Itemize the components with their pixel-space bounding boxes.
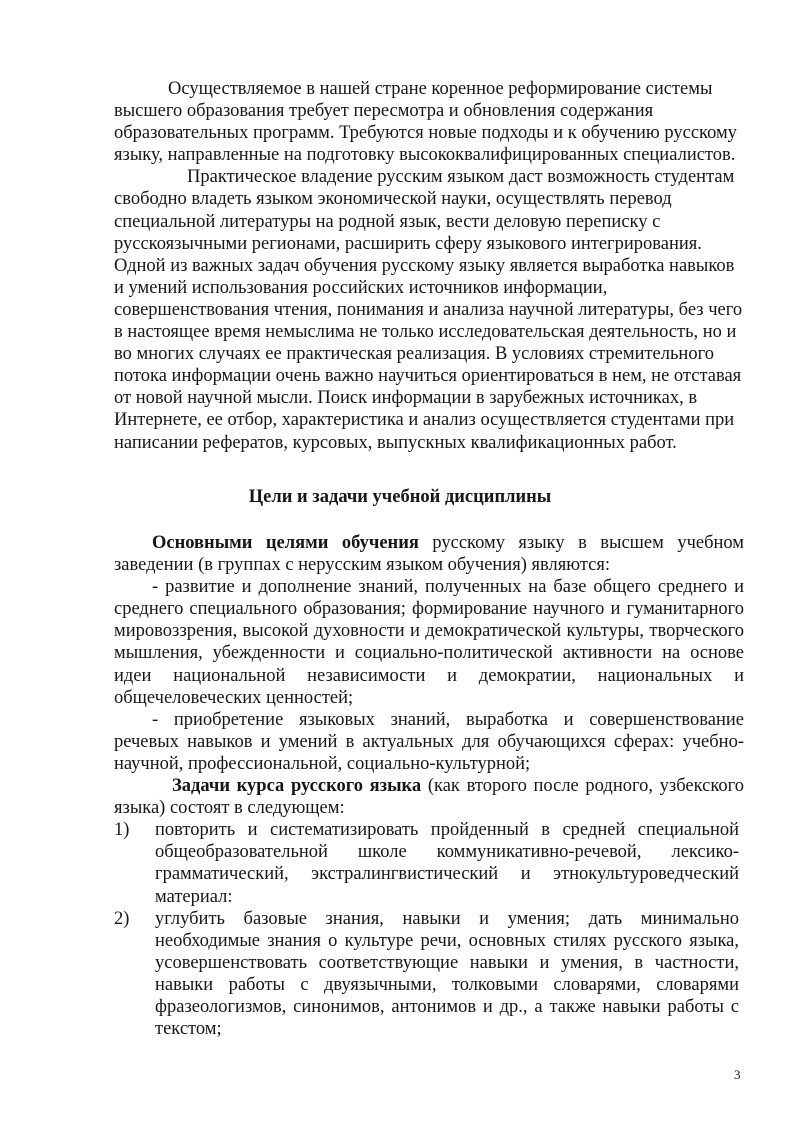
goals-item-2: - приобретение языковых знаний, выработка и совершенствование речевых навыков и умений в актуальных для обучающихся сферах: учебно-научной, профессиональной, социально-культурной; bbox=[114, 709, 744, 774]
intro-section bbox=[114, 78, 744, 454]
goals-lead-rest: русскому языку в высшем учебном заведении (в группах с нерусским языком обучения) являются: bbox=[114, 533, 744, 576]
goals-lead-paragraph bbox=[114, 532, 744, 576]
task-item-1 bbox=[114, 819, 739, 907]
page-number: 3 bbox=[734, 1067, 741, 1082]
tasks-lead-paragraph bbox=[114, 775, 744, 819]
task-item-2-text: углубить базовые знания, навыки и умения; дать минимально необходимые знания о культуре речи, основных стилях русского языка, усовершенствовать соответствующие навыки и умения, в частности, навыки работы с двуязычными, толковыми словарями, словарями фразеологизмов, синонимов, антонимов и др., а также навыки работы с текстом; bbox=[155, 908, 739, 1040]
tasks-lead-rest: (как второго после родного, узбекского языка) состоят в следующем: bbox=[114, 776, 744, 819]
task-item-1-text: повторить и систематизировать пройденный в средней специальной общеобразовательной школе коммуникативно-речевой, лексико-грамматический, экстралингвистический и этнокультуроведческий материал: bbox=[155, 820, 739, 907]
goals-item-1: - развитие и дополнение знаний, полученных на базе общего среднего и среднего специального образования; формирование научного и гуманитарного мировоззрения, высокой духовности и демократической культуры, творческого мышления, убежденности и социально-политической активности на основе идеи национальной независимости и демократии, национальных и общечеловеческих ценностей; bbox=[114, 577, 744, 708]
goals-section bbox=[114, 532, 744, 1040]
intro-paragraph-2: Практическое владение русским языком даст возможность студентам свободно владеть языком экономической науки, осуществлять перевод специальной литературы на родной язык, вести деловую переписку с русскоязычными регионами, расширить сферу языкового интегрирования. Одной из важных задач обучения русскому языку является выработка навыков и умений использования российских источников информации, совершенствования чтения, понимания и анализа научной литературы, без чего в настоящее время немыслима не только исследовательская деятельность, но и во многих случаях ее практическая реализация. В условиях стремительного потока информации очень важно научиться ориентироваться в нем, не отставая от новой научной мысли. Поиск информации в зарубежных источниках, в Интернете, ее отбор, характеристика и анализ осуществляется студентами при написании рефератов, курсовых, выпускных квалификационных работ. bbox=[114, 167, 743, 453]
task-item-2 bbox=[114, 908, 739, 1041]
tasks-lead-bold: Задачи курса русского языка bbox=[172, 776, 422, 797]
section-heading: Цели и задачи учебной дисциплины bbox=[248, 487, 552, 507]
task-item-1-number: 1) bbox=[114, 820, 130, 841]
task-item-2-number: 2) bbox=[114, 908, 130, 929]
goals-lead-bold: Основными целями обучения bbox=[152, 533, 419, 553]
intro-paragraph-1: Осуществляемое в нашей стране коренное реформирование системы высшего образования требует пересмотра и обновления содержания образовательных программ. Требуются новые подходы и к обучению русскому языку, направленные на подготовку высококвалифицированных специалистов. bbox=[114, 79, 737, 166]
